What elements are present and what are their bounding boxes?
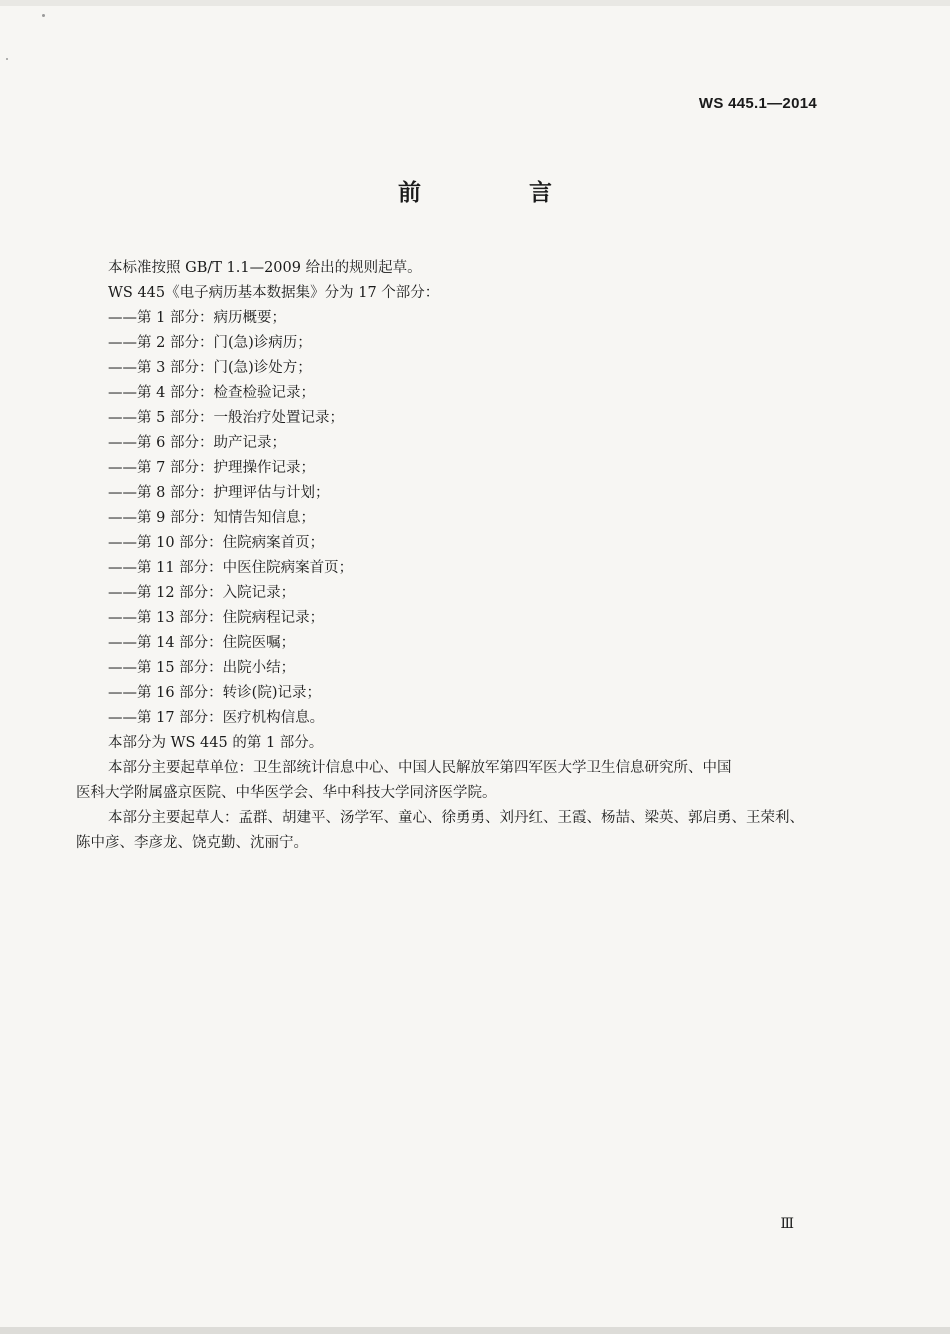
list-item: ——第 8 部分：护理评估与计划； bbox=[108, 485, 330, 501]
part-statement-paragraph: 本部分为 WS 445 的第 1 部分。 bbox=[108, 735, 324, 751]
list-item: ——第 2 部分：门(急)诊病历； bbox=[108, 335, 312, 351]
list-item: ——第 16 部分：转诊(院)记录； bbox=[108, 685, 321, 701]
scan-speck bbox=[42, 14, 45, 17]
list-item: ——第 15 部分：出院小结； bbox=[108, 660, 296, 676]
foreword-body bbox=[76, 256, 816, 856]
parts-list bbox=[76, 306, 816, 731]
list-item: ——第 4 部分：检查检验记录； bbox=[108, 385, 315, 401]
drafting-units-line: 本部分主要起草单位：卫生部统计信息中心、中国人民解放军第四军医大学卫生信息研究所、中国 bbox=[108, 760, 732, 776]
list-item: ——第 3 部分：门(急)诊处方； bbox=[108, 360, 312, 376]
list-item: ——第 1 部分：病历概要； bbox=[108, 310, 286, 326]
list-item: ——第 5 部分：一般治疗处置记录； bbox=[108, 410, 344, 426]
list-item: ——第 14 部分：住院医嘱； bbox=[108, 635, 296, 651]
list-item: ——第 12 部分：入院记录； bbox=[108, 585, 296, 601]
drafting-units-paragraph bbox=[76, 756, 816, 806]
section-title: 前 言 bbox=[397, 180, 602, 206]
list-item: ——第 17 部分：医疗机构信息。 bbox=[108, 710, 325, 726]
list-item: ——第 9 部分：知情告知信息； bbox=[108, 510, 315, 526]
list-item: ——第 10 部分：住院病案首页； bbox=[108, 535, 325, 551]
drafters-line: 陈中彦、李彦龙、饶克勤、沈丽宁。 bbox=[76, 835, 308, 851]
scan-top-edge bbox=[0, 0, 950, 6]
drafters-paragraph bbox=[76, 806, 816, 856]
list-item: ——第 11 部分：中医住院病案首页； bbox=[108, 560, 354, 576]
list-item: ——第 6 部分：助产记录； bbox=[108, 435, 286, 451]
document-id: WS 445.1—2014 bbox=[698, 95, 817, 112]
parts-intro-paragraph: WS 445《电子病历基本数据集》分为 17 个部分： bbox=[108, 285, 440, 301]
drafters-line: 本部分主要起草人：孟群、胡建平、汤学军、童心、徐勇勇、刘丹红、王霞、杨喆、梁英、郭启勇、王荣利、 bbox=[108, 810, 804, 826]
drafting-rule-paragraph: 本标准按照 GB/T 1.1—2009 给出的规则起草。 bbox=[108, 260, 422, 276]
list-item: ——第 7 部分：护理操作记录； bbox=[108, 460, 315, 476]
scan-speck bbox=[6, 58, 8, 60]
scan-bottom-edge bbox=[0, 1327, 950, 1334]
drafting-units-line: 医科大学附属盛京医院、中华医学会、华中科技大学同济医学院。 bbox=[76, 785, 497, 801]
page-number: Ⅲ bbox=[780, 1217, 794, 1232]
list-item: ——第 13 部分：住院病程记录； bbox=[108, 610, 325, 626]
